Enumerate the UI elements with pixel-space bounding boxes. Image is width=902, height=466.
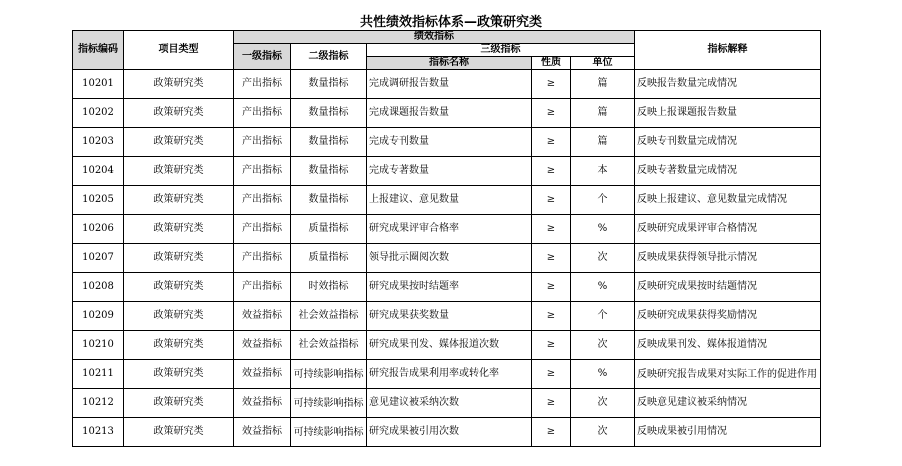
cell-type: 政策研究类 bbox=[124, 331, 234, 360]
cell-explain: 反映上报建议、意见数量完成情况 bbox=[635, 186, 821, 215]
table-row bbox=[73, 418, 821, 447]
cell-explain: 反映研究报告成果对实际工作的促进作用 bbox=[635, 360, 821, 389]
cell-level1: 效益指标 bbox=[234, 331, 291, 360]
cell-explain: 反映研究成果评审合格情况 bbox=[635, 215, 821, 244]
cell-level1: 效益指标 bbox=[234, 418, 291, 447]
cell-level2: 时效指标 bbox=[291, 273, 367, 302]
cell-level2: 可持续影响指标 bbox=[291, 360, 367, 389]
cell-level2: 数量指标 bbox=[291, 186, 367, 215]
cell-name: 研究成果按时结题率 bbox=[367, 273, 532, 302]
cell-name: 意见建议被采纳次数 bbox=[367, 389, 532, 418]
cell-type: 政策研究类 bbox=[124, 128, 234, 157]
cell-level1: 效益指标 bbox=[234, 360, 291, 389]
cell-level2: 数量指标 bbox=[291, 157, 367, 186]
cell-unit: % bbox=[571, 215, 635, 244]
page-title: 共性绩效指标体系—政策研究类 bbox=[359, 15, 542, 30]
cell-type: 政策研究类 bbox=[124, 70, 234, 99]
cell-level1: 产出指标 bbox=[234, 128, 291, 157]
cell-explain: 反映研究成果获得奖励情况 bbox=[635, 302, 821, 331]
cell-level1: 产出指标 bbox=[234, 244, 291, 273]
cell-nature: ≥ bbox=[532, 244, 571, 273]
cell-nature: ≥ bbox=[532, 273, 571, 302]
cell-type: 政策研究类 bbox=[124, 418, 234, 447]
cell-level2: 数量指标 bbox=[291, 99, 367, 128]
cell-unit: 篇 bbox=[571, 128, 635, 157]
cell-code: 10209 bbox=[73, 302, 124, 331]
cell-type: 政策研究类 bbox=[124, 244, 234, 273]
table-row bbox=[73, 273, 821, 302]
cell-level1: 产出指标 bbox=[234, 273, 291, 302]
cell-type: 政策研究类 bbox=[124, 389, 234, 418]
table-row bbox=[73, 99, 821, 128]
cell-code: 10202 bbox=[73, 99, 124, 128]
cell-level2: 质量指标 bbox=[291, 215, 367, 244]
cell-nature: ≥ bbox=[532, 128, 571, 157]
cell-nature: ≥ bbox=[532, 99, 571, 128]
cell-unit: 篇 bbox=[571, 99, 635, 128]
cell-level2: 数量指标 bbox=[291, 70, 367, 99]
table-row bbox=[73, 360, 821, 389]
cell-explain: 反映专刊数量完成情况 bbox=[635, 128, 821, 157]
cell-unit: 篇 bbox=[571, 70, 635, 99]
cell-name: 完成调研报告数量 bbox=[367, 70, 532, 99]
header-unit: 单位 bbox=[571, 57, 635, 70]
cell-explain: 反映研究成果按时结题情况 bbox=[635, 273, 821, 302]
indicator-table bbox=[72, 30, 821, 447]
cell-explain: 反映意见建议被采纳情况 bbox=[635, 389, 821, 418]
cell-unit: 个 bbox=[571, 302, 635, 331]
cell-type: 政策研究类 bbox=[124, 273, 234, 302]
cell-code: 10208 bbox=[73, 273, 124, 302]
cell-explain: 反映成果被引用情况 bbox=[635, 418, 821, 447]
cell-level2: 数量指标 bbox=[291, 128, 367, 157]
header-name: 指标名称 bbox=[367, 57, 532, 70]
table-row bbox=[73, 244, 821, 273]
cell-unit: 次 bbox=[571, 389, 635, 418]
cell-unit: 本 bbox=[571, 157, 635, 186]
header-type: 项目类型 bbox=[124, 31, 234, 70]
cell-code: 10205 bbox=[73, 186, 124, 215]
cell-type: 政策研究类 bbox=[124, 302, 234, 331]
cell-unit: 个 bbox=[571, 186, 635, 215]
cell-type: 政策研究类 bbox=[124, 215, 234, 244]
cell-code: 10207 bbox=[73, 244, 124, 273]
cell-code: 10213 bbox=[73, 418, 124, 447]
cell-name: 完成课题报告数量 bbox=[367, 99, 532, 128]
cell-unit: % bbox=[571, 360, 635, 389]
table-row bbox=[73, 70, 821, 99]
table-row bbox=[73, 389, 821, 418]
cell-unit: % bbox=[571, 273, 635, 302]
cell-level1: 产出指标 bbox=[234, 215, 291, 244]
cell-type: 政策研究类 bbox=[124, 186, 234, 215]
cell-code: 10212 bbox=[73, 389, 124, 418]
cell-explain: 反映专著数量完成情况 bbox=[635, 157, 821, 186]
header-level1: 一级指标 bbox=[234, 44, 291, 70]
header-explain: 指标解释 bbox=[635, 31, 821, 70]
cell-explain: 反映上报课题报告数量 bbox=[635, 99, 821, 128]
cell-type: 政策研究类 bbox=[124, 157, 234, 186]
cell-explain: 反映报告数量完成情况 bbox=[635, 70, 821, 99]
cell-unit: 次 bbox=[571, 331, 635, 360]
cell-level2: 可持续影响指标 bbox=[291, 389, 367, 418]
cell-level2: 社会效益指标 bbox=[291, 331, 367, 360]
cell-type: 政策研究类 bbox=[124, 99, 234, 128]
header-level3: 三级指标 bbox=[367, 44, 635, 57]
cell-nature: ≥ bbox=[532, 302, 571, 331]
table-row bbox=[73, 186, 821, 215]
header-code: 指标编码 bbox=[73, 31, 124, 70]
cell-level1: 效益指标 bbox=[234, 389, 291, 418]
cell-code: 10210 bbox=[73, 331, 124, 360]
cell-level1: 产出指标 bbox=[234, 99, 291, 128]
table-row bbox=[73, 331, 821, 360]
cell-code: 10201 bbox=[73, 70, 124, 99]
cell-name: 研究成果获奖数量 bbox=[367, 302, 532, 331]
cell-level2: 可持续影响指标 bbox=[291, 418, 367, 447]
cell-level1: 产出指标 bbox=[234, 186, 291, 215]
cell-explain: 反映成果获得领导批示情况 bbox=[635, 244, 821, 273]
cell-code: 10211 bbox=[73, 360, 124, 389]
cell-name: 完成专刊数量 bbox=[367, 128, 532, 157]
cell-type: 政策研究类 bbox=[124, 360, 234, 389]
table-row bbox=[73, 128, 821, 157]
cell-level1: 产出指标 bbox=[234, 70, 291, 99]
cell-name: 研究成果刊发、媒体报道次数 bbox=[367, 331, 532, 360]
table-row bbox=[73, 215, 821, 244]
cell-level1: 产出指标 bbox=[234, 157, 291, 186]
cell-nature: ≥ bbox=[532, 186, 571, 215]
cell-name: 研究报告成果利用率或转化率 bbox=[367, 360, 532, 389]
cell-nature: ≥ bbox=[532, 389, 571, 418]
cell-nature: ≥ bbox=[532, 215, 571, 244]
header-nature: 性质 bbox=[532, 57, 571, 70]
table-row bbox=[73, 302, 821, 331]
cell-nature: ≥ bbox=[532, 331, 571, 360]
cell-nature: ≥ bbox=[532, 157, 571, 186]
cell-nature: ≥ bbox=[532, 70, 571, 99]
cell-name: 研究成果被引用次数 bbox=[367, 418, 532, 447]
header-perf: 绩效指标 bbox=[234, 31, 635, 44]
cell-name: 完成专著数量 bbox=[367, 157, 532, 186]
cell-unit: 次 bbox=[571, 244, 635, 273]
cell-nature: ≥ bbox=[532, 418, 571, 447]
cell-code: 10204 bbox=[73, 157, 124, 186]
cell-nature: ≥ bbox=[532, 360, 571, 389]
cell-code: 10206 bbox=[73, 215, 124, 244]
header-level2: 二级指标 bbox=[291, 44, 367, 70]
cell-name: 上报建议、意见数量 bbox=[367, 186, 532, 215]
cell-unit: 次 bbox=[571, 418, 635, 447]
cell-name: 研究成果评审合格率 bbox=[367, 215, 532, 244]
cell-explain: 反映成果刊发、媒体报道情况 bbox=[635, 331, 821, 360]
table-body bbox=[73, 70, 821, 447]
cell-level2: 质量指标 bbox=[291, 244, 367, 273]
cell-level1: 效益指标 bbox=[234, 302, 291, 331]
cell-code: 10203 bbox=[73, 128, 124, 157]
cell-name: 领导批示圈阅次数 bbox=[367, 244, 532, 273]
cell-level2: 社会效益指标 bbox=[291, 302, 367, 331]
table-row bbox=[73, 157, 821, 186]
